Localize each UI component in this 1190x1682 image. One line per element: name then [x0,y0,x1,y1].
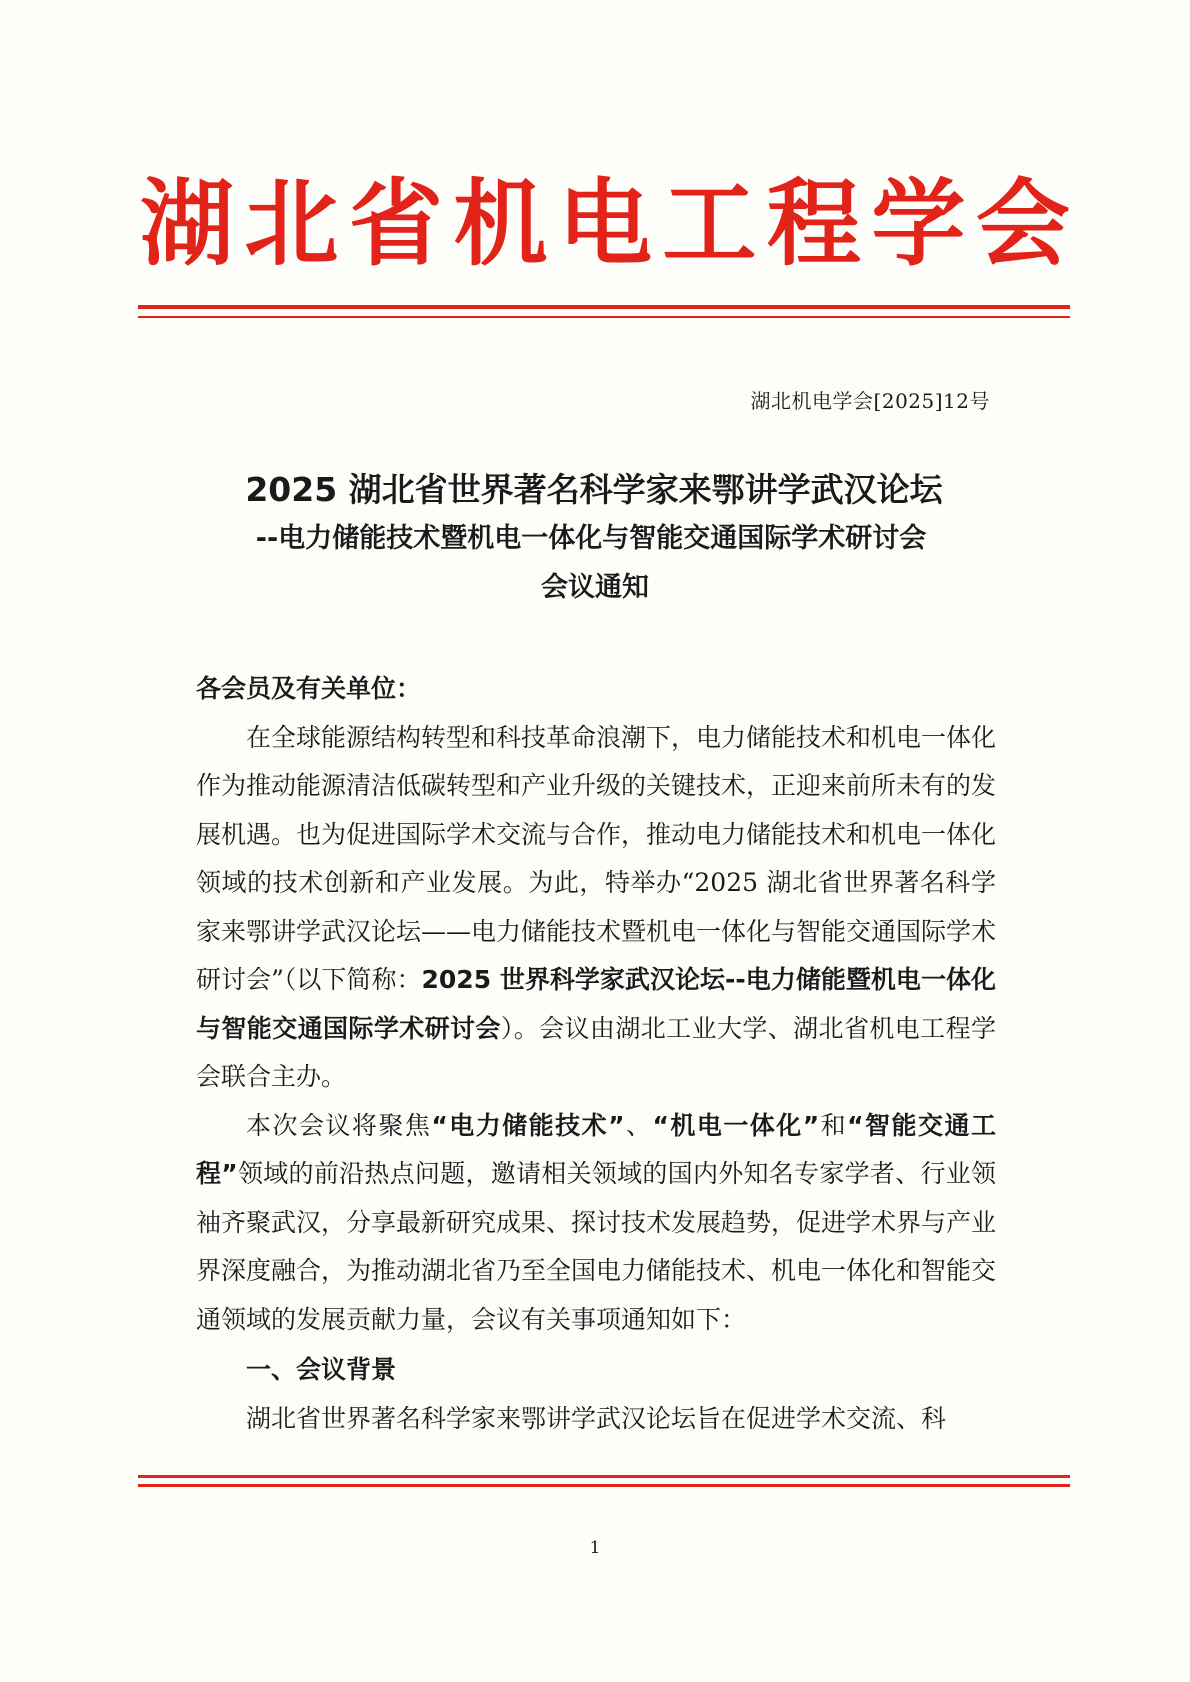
notice-title: 会议通知 [541,572,649,603]
topic-emphasis: “机电一体化” [652,1110,820,1140]
main-title: 2025 湖北省世界著名科学家来鄂讲学武汉论坛 [245,470,943,509]
masthead-char: 机 [453,169,548,279]
paragraph-text: 领域的前沿热点问题，邀请相关领域的国内外知名专家学者、行业领袖齐聚武汉，分享最新研究成果、探讨技术发展趋势，促进学术界与产业界深度融合，为推动湖北省乃至全国电力储能技术、机电一体化和智能交通领域的发展贡献力量，会议有关事项通知如下： [196,1159,997,1334]
paragraph-text: 和 [819,1110,848,1140]
header-divider-thick [138,305,1070,309]
title-block [0,465,1190,613]
masthead-char: 湖 [140,169,235,279]
masthead-char: 程 [766,169,861,279]
masthead-char: 会 [975,169,1070,279]
paragraph-text: 本次会议将聚焦 [246,1110,432,1140]
topic-emphasis: “智能交通工程” [196,1110,996,1188]
paragraph-background: 湖北省世界著名科学家来鄂讲学武汉论坛旨在促进学术交流、科 [246,1403,947,1433]
paragraph-text: ）。会议由湖北工业大学、湖北省机电工程学会联合主办。 [196,1013,996,1091]
page-number: 1 [589,1538,601,1558]
masthead-char: 省 [348,169,443,279]
masthead [140,150,1070,280]
footer-divider-top [138,1475,1070,1478]
masthead-title [140,148,1070,283]
masthead-char: 电 [557,169,652,279]
section-heading: 一、会议背景 [246,1355,397,1384]
footer-divider-bottom [138,1484,1070,1487]
document-number: 湖北机电学会[2025]12号 [750,389,990,413]
masthead-char: 学 [871,169,966,279]
subtitle: --电力储能技术暨机电一体化与智能交通国际学术研讨会 [255,523,927,554]
paragraph-focus [196,1102,996,1345]
paragraph-text: 在全球能源结构转型和科技革命浪潮下，电力储能技术和机电一体化作为推动能源清洁低碳转型和产业升级的关键技术，正迎来前所未有的发展机遇。也为促进国际学术交流与合作，推动电力储能技术和机电一体化领域的技术创新和产业发展。为此，特举办“2025 湖北省世界著名科学家来鄂讲学武汉论坛——电力储能技术暨机电一体化与智能交通国际学术研讨会”（以下简称： [196,722,997,994]
topic-emphasis: “电力储能技术” [431,1110,625,1140]
paragraph-intro [196,714,996,1102]
header-divider-thin [138,316,1070,318]
salutation: 各会员及有关单位： [196,674,422,703]
masthead-char: 北 [244,169,339,279]
body-text [196,665,996,1443]
masthead-char: 工 [662,169,757,279]
short-name-emphasis: 2025 世界科学家武汉论坛--电力储能暨机电一体化与智能交通国际学术研讨会 [196,965,996,1043]
paragraph-text: 、 [624,1110,653,1140]
